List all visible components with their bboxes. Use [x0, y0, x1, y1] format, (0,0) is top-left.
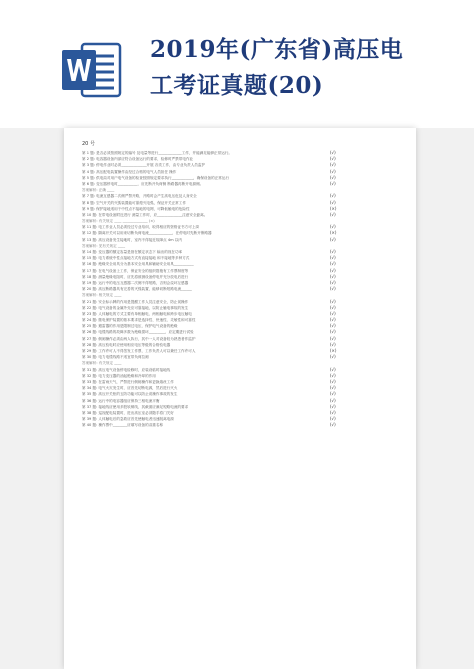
- answer-mark: (√): [330, 366, 336, 372]
- question-text: 第 16 题: 绝缘安全用具分为基本安全用具和辅助安全用具___________: [82, 262, 194, 267]
- answer-mark: (√): [330, 341, 336, 347]
- answer-mark: (√): [330, 162, 336, 168]
- question-text: 第 29 题: 工作许可人不得签发工作票，工作负责人可以兼任工作许可人: [82, 349, 196, 353]
- question-text: 第 31 题: 高压电气设备停电检修时，应装设临时接地线: [82, 367, 171, 372]
- question-text: 第 32 题: 电力变压器的油起绝缘和冷却的作用: [82, 373, 156, 378]
- question-text: 第 5 题: 供电局对用户电气设备的检查按照规定要求执行____________，确保设备的正常运行: [82, 175, 230, 180]
- question-text: 第 28 题: 高压验电时应使用相应电压等级的合格验电器: [82, 342, 171, 347]
- header: [0, 0, 474, 128]
- answer-mark: (×): [330, 230, 337, 236]
- question-text: 第 15 题: 电力系统中性点接地方式有直接接地 和不接地等多种方式: [82, 256, 190, 261]
- answer-mark: (√): [330, 310, 336, 316]
- answer-mark: (√): [330, 273, 336, 279]
- answer-mark: (√): [330, 304, 336, 310]
- answer-mark: (√): [330, 409, 336, 415]
- title-line-2: 工考证真题(20): [150, 72, 324, 99]
- question-text: 第 21 题: 安全标示牌的作用是提醒工作人员注意安全，防止误操作: [82, 299, 189, 304]
- question-text: 第 14 题: 变压器的额定容量是指在额定状态下 输出的视在功率: [82, 250, 183, 254]
- document-number: 20 号: [82, 141, 95, 147]
- answer-mark: (√): [330, 193, 336, 199]
- question-text: 第 34 题: 电气火灾发生时，应首先切断电源，然后进行灭火: [82, 386, 178, 391]
- document-title: [150, 32, 450, 104]
- question-text: 第 27 题: 倒闸操作必须由两人执行，其中一人对设备较为熟悉者作监护: [82, 336, 196, 341]
- question-text: 第 25 题: 避雷器的作用是限制过电压，保护电气设备的绝缘: [82, 324, 178, 329]
- question-text: 第 24 题: 继电保护装置的基本要求是选择性、快速性、灵敏性和可靠性: [82, 318, 196, 323]
- question-text: 第 33 题: 在雷雨天气，严禁进行倒闸操作和更换熔丝工作: [82, 379, 174, 384]
- question-text: 第 20 题: 高压断路器具有完善的灭弧装置，能够切断短路电流______: [82, 287, 192, 292]
- question-text: 第 4 题: 高压配电装置操作由经过合格的电气人员担任 操作: [82, 169, 177, 174]
- document-page[interactable]: [64, 128, 416, 669]
- question-text: 第 11 题: 电工作业人员必须经过专业培训，取得相应的资格证书方可上岗: [82, 225, 200, 230]
- answer-mark: (√): [330, 391, 336, 397]
- question-text: 第 39 题: 人体触电后的急救应首先使触电者迅速脱离电源: [82, 417, 174, 422]
- question-text: 第 9 题: 保护接地适用于中性点不接地的电网，可降低触电的危险性: [82, 206, 190, 211]
- answer-mark: (√): [330, 224, 336, 230]
- answer-mark: (√): [330, 199, 336, 205]
- answer-mark: (√): [330, 385, 336, 391]
- answer-mark: (√): [330, 236, 336, 242]
- answer-mark: (√): [330, 329, 336, 335]
- question-text: 第 19 题: 运行中的电压互感器二次侧不得短路，否则会烧坏互感器: [82, 280, 189, 285]
- answer-mark: (√): [330, 323, 336, 329]
- question-text: 第 26 题: 电缆线路的故障多数为绝缘损坏_________，应定期进行试验: [82, 330, 194, 335]
- answer-mark: (√): [330, 354, 336, 360]
- question-text: 第 36 题: 运行中的电容器组应保持三相电流平衡: [82, 398, 160, 403]
- answer-mark: (√): [330, 150, 336, 155]
- answer-mark: (√): [330, 279, 336, 285]
- answer-mark: (×): [330, 348, 337, 353]
- answer-mark: (√): [330, 180, 336, 186]
- question-list: [82, 150, 402, 428]
- answer-mark: (√): [330, 335, 336, 341]
- question-text: 第 22 题: 电气设备的金属外壳应可靠接地，以防止触电事故的发生: [82, 305, 189, 310]
- question-text: 第 13 题: 高压设备发生接地时，室内不得接近故障点 4m 以内: [82, 237, 182, 242]
- question-text: 第 8 题: 空气开关的灭弧装置能可靠熄灭电弧，保证开关正常工作: [82, 200, 186, 205]
- question-row: [82, 422, 402, 428]
- answer-mark: (√): [330, 286, 336, 292]
- answer-mark: (√): [330, 298, 336, 304]
- answer-mark: (√): [330, 211, 336, 217]
- answer-mark: (√): [330, 422, 336, 428]
- answer-mark: (√): [330, 372, 336, 378]
- answer-mark: (√): [330, 397, 336, 403]
- answer-mark: (√): [330, 261, 336, 267]
- question-text: 答案解析: 有关规定 ____: [82, 361, 122, 366]
- question-text: 第 38 题: 巡视配电装置时，进出高压室必须随手将门关好: [82, 410, 174, 415]
- question-text: 第 40 题: 操作票中________应填写设备的双重名称: [82, 423, 164, 428]
- title-line-1: 2019年(广东省)高压电: [150, 36, 404, 63]
- answer-mark: (√): [330, 174, 336, 180]
- question-text: 答案解析: 见有关规定 ____: [82, 243, 126, 248]
- question-text: 答案解析: 正确 ____: [82, 188, 115, 193]
- question-text: 第 7 题: 电流互感器二次侧严禁开路，开路时会产生高电压危及人身安全: [82, 194, 197, 199]
- question-text: 第 12 题: 隔离开关可以用来切断负荷电流_____________，在停电时先断开断路器: [82, 231, 212, 236]
- answer-mark: (√): [330, 416, 336, 422]
- question-text: 答案解析: 相关规定 ____: [82, 293, 122, 298]
- answer-mark: (√): [330, 403, 336, 409]
- question-text: 第 17 题: 在电气设备上工作，保证安全的组织措施有工作票制度等: [82, 268, 189, 273]
- answer-mark: (×): [330, 205, 337, 211]
- question-text: 第 6 题: 变压器停电时___________，应先断开负荷侧 断路器再断开电源侧。: [82, 181, 204, 186]
- question-text: 答案解析: 有关规定 ____ ______________ (×): [82, 219, 155, 224]
- question-text: 第 1 题: 是否必须按照规定的编号 及电量等进行_____________工作，并能满足能够正常运行。: [82, 151, 233, 155]
- answer-mark: (√): [330, 168, 336, 174]
- word-document-icon: [60, 38, 124, 102]
- question-text: 第 37 题: 接地线应使用多股软铜线，其截面应满足短路电流的要求: [82, 404, 189, 409]
- answer-mark: (√): [330, 267, 336, 273]
- question-text: 第 30 题: 电力电缆线路不适宜带负荷拉闸: [82, 355, 149, 360]
- answer-mark: (√): [330, 249, 336, 254]
- answer-mark: (√): [330, 317, 336, 323]
- answer-mark: (√): [330, 378, 336, 384]
- question-text: 第 23 题: 人体触电的方式主要有单相触电、两相触电和跨步电压触电: [82, 311, 192, 316]
- question-text: 第 2 题: 电容器设备内部应符合设备运行的要求，检修时严禁带电作业: [82, 157, 194, 162]
- question-text: 第 35 题: 高压开关柜的五防功能可以防止误操作事故的发生: [82, 392, 178, 397]
- question-text: 第 3 题: 停电作业时必须______________开展 各类工作，由专业负责人员监护: [82, 163, 206, 168]
- document-content: [82, 140, 402, 428]
- question-text: 第 10 题: 在带电设备附近进行 测量工作时，应______________注意安全距离。: [82, 212, 208, 217]
- answer-mark: (√): [330, 156, 336, 162]
- question-text: 第 18 题: 测量绝缘电阻时，应先将被测设备停电并充分放电后进行: [82, 274, 189, 279]
- document-preview-area: [0, 128, 474, 669]
- answer-mark: (√): [330, 255, 336, 261]
